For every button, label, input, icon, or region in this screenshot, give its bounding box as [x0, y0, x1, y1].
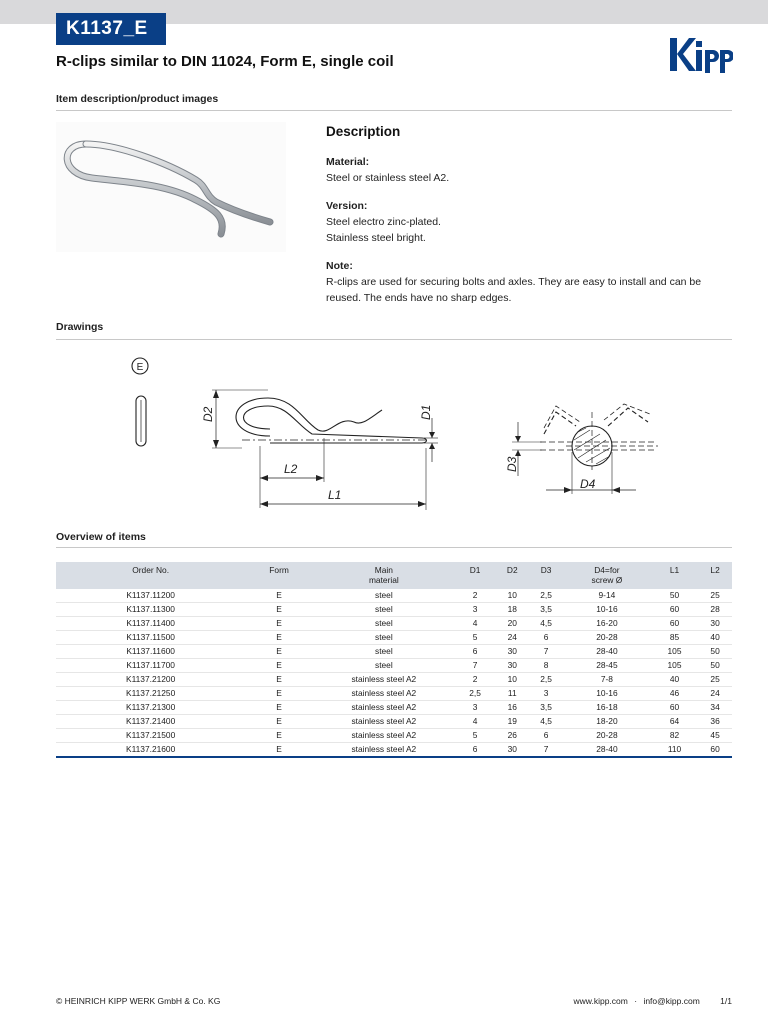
table-cell: 26 [495, 729, 529, 743]
footer-copyright: © HEINRICH KIPP WERK GmbH & Co. KG [56, 996, 221, 1006]
table-cell: stainless steel A2 [313, 743, 455, 758]
table-cell: 7 [455, 659, 496, 673]
form-marker-label: E [136, 362, 144, 373]
table-cell: K1137.21300 [56, 701, 245, 715]
table-cell: 16-18 [563, 701, 651, 715]
table-cell: 28 [698, 603, 732, 617]
table-cell: K1137.21600 [56, 743, 245, 758]
table-cell: 10-16 [563, 603, 651, 617]
version-text-line: Stainless steel bright. [326, 232, 426, 244]
col-d1: D1 [469, 565, 481, 575]
table-cell: 105 [651, 645, 698, 659]
items-table [56, 562, 732, 758]
table-row [56, 715, 732, 729]
table-cell: 40 [698, 631, 732, 645]
table-cell: 5 [455, 631, 496, 645]
section-heading-item-description: Item description/product images [56, 93, 219, 105]
table-cell: 7 [529, 743, 563, 758]
table-cell: 2 [455, 673, 496, 687]
footer-separator: · [634, 996, 638, 1006]
table-cell: K1137.21250 [56, 687, 245, 701]
table-cell: 3,5 [529, 701, 563, 715]
table-cell: stainless steel A2 [313, 673, 455, 687]
table-cell: K1137.11300 [56, 603, 245, 617]
table-cell: E [245, 743, 313, 758]
table-cell: 30 [495, 743, 529, 758]
table-cell: 5 [455, 729, 496, 743]
table-cell: 2 [455, 589, 496, 603]
table-cell: 28-40 [563, 743, 651, 758]
version-text-line: Steel electro zinc-plated. [326, 216, 441, 228]
table-cell: 3 [529, 687, 563, 701]
table-cell: 60 [651, 701, 698, 715]
table-row [56, 617, 732, 631]
divider [56, 339, 732, 340]
table-cell: 64 [651, 715, 698, 729]
footer-contact [570, 996, 732, 1006]
table-cell: stainless steel A2 [313, 729, 455, 743]
table-cell: 20 [495, 617, 529, 631]
table-cell: 18 [495, 603, 529, 617]
table-cell: steel [313, 603, 455, 617]
table-cell: 25 [698, 589, 732, 603]
table-cell: 10 [495, 589, 529, 603]
table-cell: 10-16 [563, 687, 651, 701]
table-cell: 7-8 [563, 673, 651, 687]
table-cell: 3,5 [529, 603, 563, 617]
table-cell: 6 [529, 631, 563, 645]
table-cell: 36 [698, 715, 732, 729]
table-cell: steel [313, 631, 455, 645]
table-cell: 30 [495, 645, 529, 659]
table-cell: 24 [698, 687, 732, 701]
col-l1: L1 [669, 565, 680, 575]
footer-page-number: 1/1 [720, 996, 732, 1006]
technical-drawing [56, 348, 732, 518]
table-cell: E [245, 617, 313, 631]
table-cell: 105 [651, 659, 698, 673]
table-cell: stainless steel A2 [313, 715, 455, 729]
table-cell: 4 [455, 617, 496, 631]
table-row [56, 631, 732, 645]
table-cell: E [245, 645, 313, 659]
table-cell: steel [313, 645, 455, 659]
table-cell: 9-14 [563, 589, 651, 603]
table-cell: 2,5 [529, 673, 563, 687]
table-cell: 16-20 [563, 617, 651, 631]
dim-label-d3: D3 [505, 456, 519, 472]
table-cell: 7 [529, 645, 563, 659]
col-order-no: Order No. [132, 565, 170, 575]
table-cell: steel [313, 617, 455, 631]
table-cell: 2,5 [455, 687, 496, 701]
description-panel [326, 124, 736, 306]
col-d3: D3 [540, 565, 552, 575]
table-row [56, 659, 732, 673]
r-clip-product-image [56, 122, 286, 252]
table-cell: 4 [455, 715, 496, 729]
table-cell: 6 [455, 743, 496, 758]
table-cell: E [245, 715, 313, 729]
table-cell: E [245, 701, 313, 715]
dim-label-d4: D4 [580, 477, 596, 491]
col-d4: D4=for screw Ø [591, 565, 623, 585]
table-cell: 24 [495, 631, 529, 645]
table-cell: 16 [495, 701, 529, 715]
table-cell: steel [313, 589, 455, 603]
table-cell: 110 [651, 743, 698, 758]
table-cell: 60 [651, 603, 698, 617]
table-cell: 6 [455, 645, 496, 659]
table-cell: 60 [651, 617, 698, 631]
footer-website-link[interactable]: www.kipp.com [573, 996, 628, 1006]
table-cell: K1137.11400 [56, 617, 245, 631]
table-cell: 45 [698, 729, 732, 743]
section-heading-drawings: Drawings [56, 321, 104, 333]
table-cell: stainless steel A2 [313, 701, 455, 715]
table-cell: 11 [495, 687, 529, 701]
table-row [56, 701, 732, 715]
table-row [56, 729, 732, 743]
table-cell: K1137.11200 [56, 589, 245, 603]
table-cell: 85 [651, 631, 698, 645]
table-cell: E [245, 673, 313, 687]
table-header-row [56, 562, 732, 589]
clip-outline [236, 398, 382, 436]
table-cell: 20-28 [563, 631, 651, 645]
material-text: Steel or stainless steel A2. [326, 172, 450, 184]
table-cell: K1137.21500 [56, 729, 245, 743]
table-cell: 20-28 [563, 729, 651, 743]
section-heading-overview: Overview of items [56, 531, 146, 543]
table-cell: 46 [651, 687, 698, 701]
table-cell: 50 [651, 589, 698, 603]
table-cell: 3 [455, 701, 496, 715]
table-cell: 50 [698, 659, 732, 673]
table-cell: steel [313, 659, 455, 673]
table-cell: 3 [455, 603, 496, 617]
table-row [56, 673, 732, 687]
table-cell: 34 [698, 701, 732, 715]
material-label: Material: [326, 156, 370, 168]
note-label: Note: [326, 260, 353, 272]
col-d2: D2 [506, 565, 518, 575]
table-cell: K1137.11700 [56, 659, 245, 673]
page-title: R-clips similar to DIN 11024, Form E, single coil [56, 53, 394, 70]
table-cell: 82 [651, 729, 698, 743]
table-cell: 60 [698, 743, 732, 758]
divider [56, 110, 732, 111]
table-cell: 50 [698, 645, 732, 659]
col-form: Form [269, 565, 289, 575]
table-cell: 2,5 [529, 589, 563, 603]
table-cell: E [245, 687, 313, 701]
note-text: R-clips are used for securing bolts and axles. They are easy to install and can be reused. The ends have no sharp edges. [326, 276, 702, 304]
table-cell: 4,5 [529, 715, 563, 729]
version-label: Version: [326, 200, 368, 212]
dim-label-d2: D2 [201, 406, 215, 422]
table-cell: 4,5 [529, 617, 563, 631]
dim-label-d1: D1 [419, 404, 433, 420]
table-cell: K1137.11500 [56, 631, 245, 645]
table-cell: E [245, 729, 313, 743]
col-material: Main material [368, 565, 399, 585]
description-heading: Description [326, 124, 401, 139]
table-cell: 8 [529, 659, 563, 673]
table-row [56, 603, 732, 617]
table-cell: K1137.11600 [56, 645, 245, 659]
kipp-logo [669, 36, 733, 74]
table-cell: E [245, 631, 313, 645]
table-cell: K1137.21400 [56, 715, 245, 729]
divider [56, 547, 732, 548]
table-cell: 10 [495, 673, 529, 687]
table-cell: 28-40 [563, 645, 651, 659]
col-l2: L2 [710, 565, 720, 575]
table-cell: 19 [495, 715, 529, 729]
table-row [56, 687, 732, 701]
table-cell: 6 [529, 729, 563, 743]
dim-label-l1: L1 [328, 488, 342, 502]
footer-email-link[interactable]: info@kipp.com [643, 996, 700, 1006]
product-code-badge: K1137_E [56, 13, 166, 45]
table-cell: 30 [495, 659, 529, 673]
table-cell: 30 [698, 617, 732, 631]
table-row [56, 645, 732, 659]
table-row [56, 589, 732, 603]
table-cell: E [245, 603, 313, 617]
table-cell: 18-20 [563, 715, 651, 729]
table-cell: E [245, 659, 313, 673]
dim-label-l2: L2 [284, 462, 298, 476]
table-cell: E [245, 589, 313, 603]
table-cell: 25 [698, 673, 732, 687]
table-cell: stainless steel A2 [313, 687, 455, 701]
table-row [56, 743, 732, 758]
table-cell: 40 [651, 673, 698, 687]
table-cell: 28-45 [563, 659, 651, 673]
table-cell: K1137.21200 [56, 673, 245, 687]
